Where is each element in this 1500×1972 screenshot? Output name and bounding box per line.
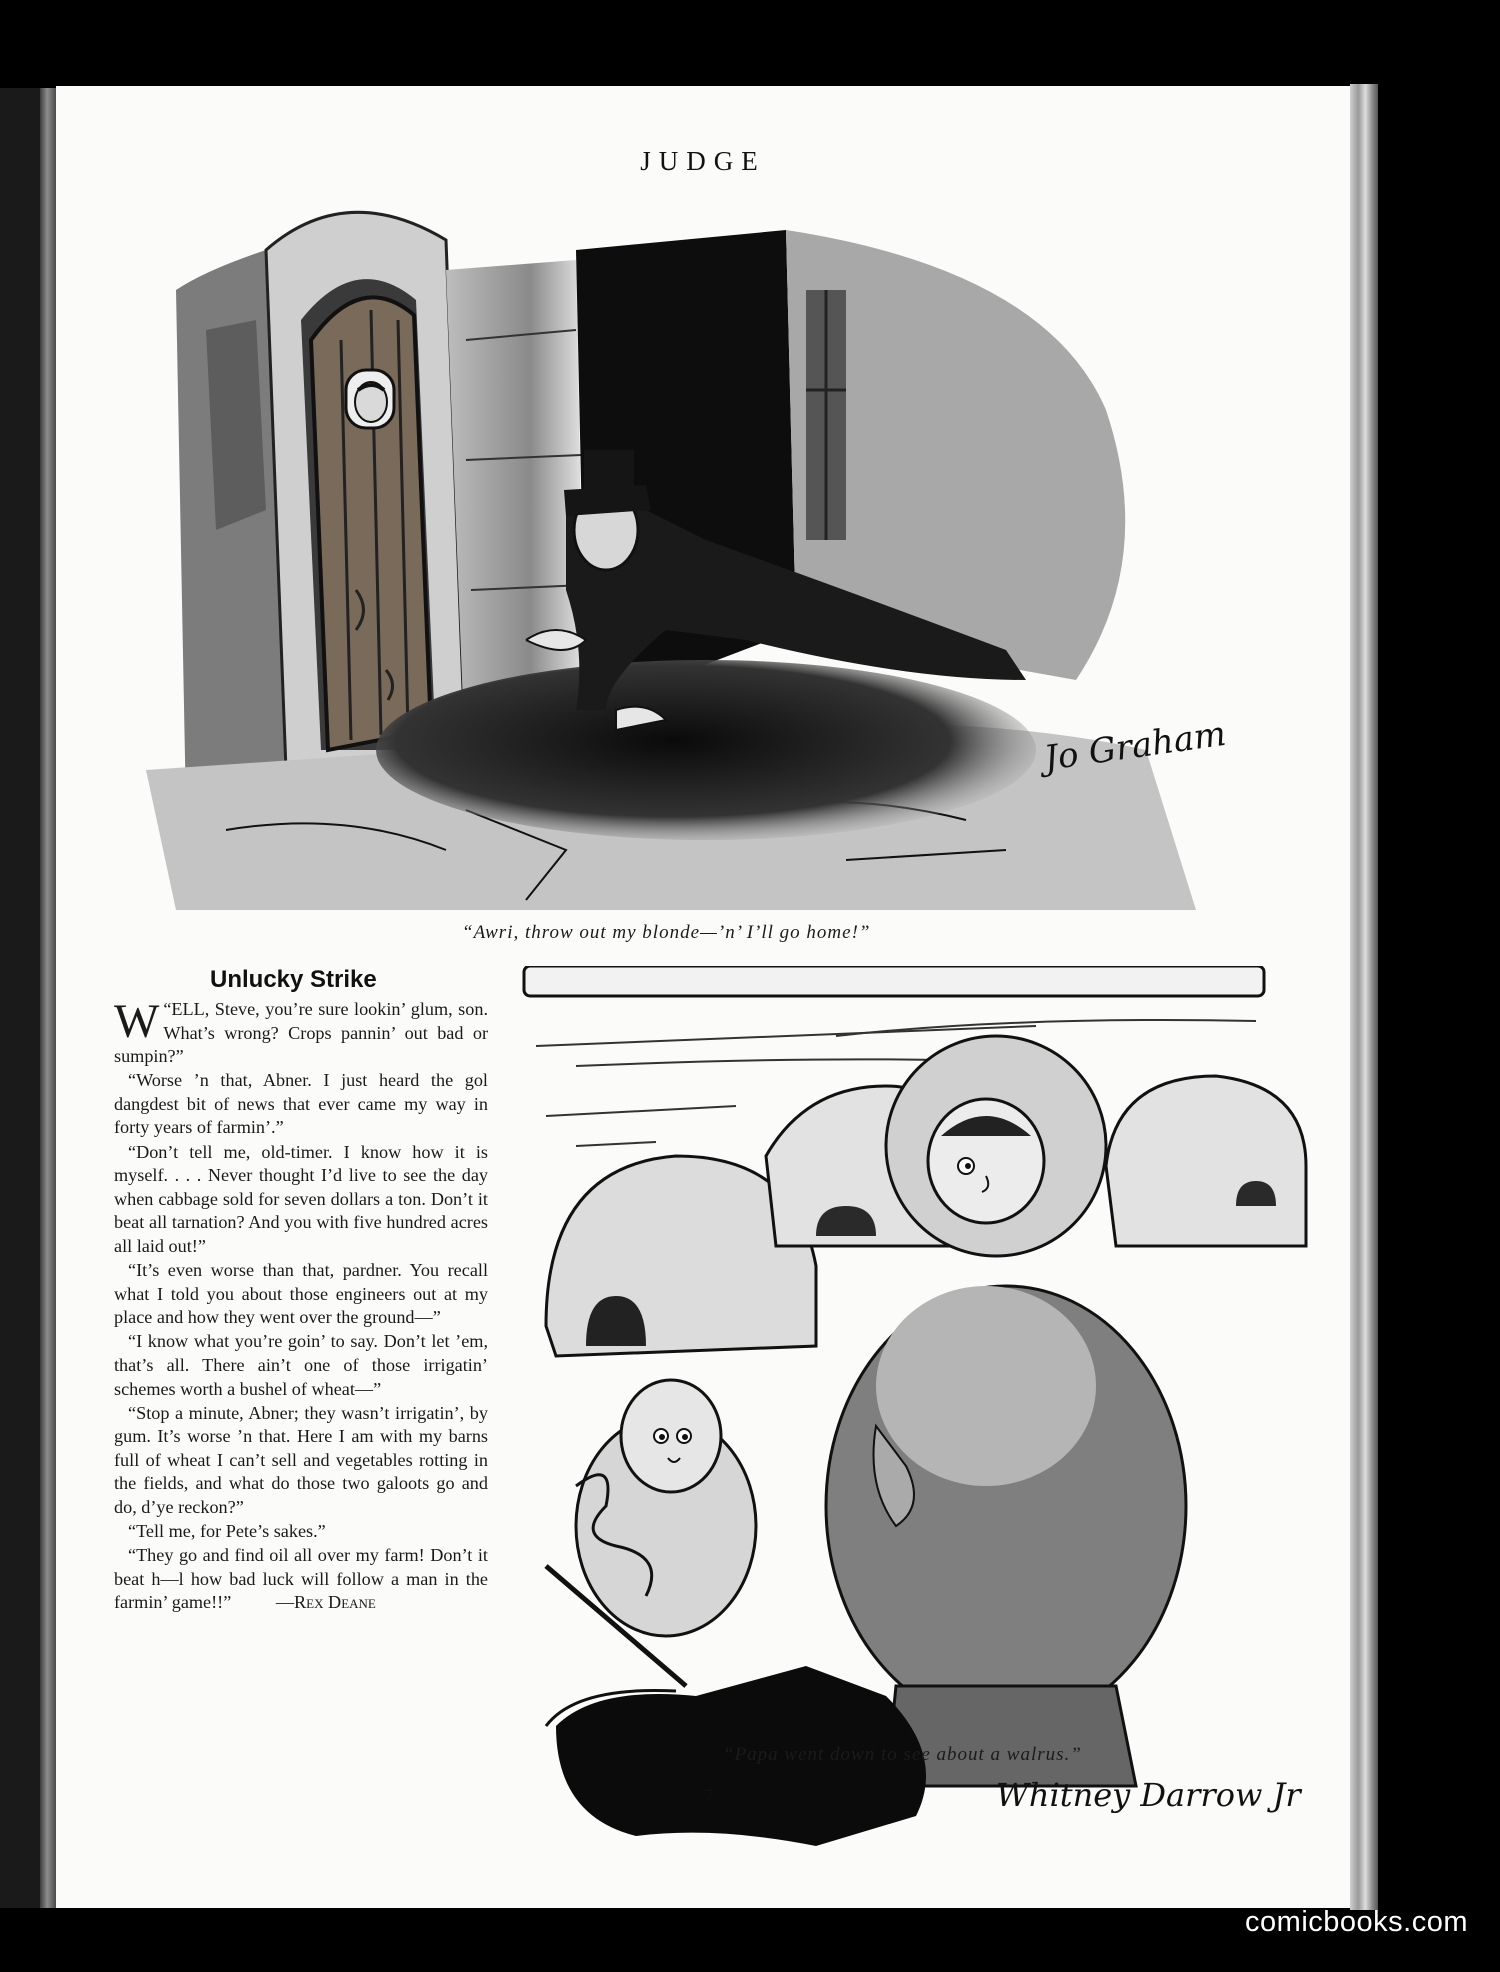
story-paragraph: “Don’t tell me, old-timer. I know how it is myself. . . . Never thought I’d live to see the day when cabbage sold for seven dollars a ton. Don’t it beat all tarnation? And you with five hundred acres all laid out!” — [114, 1141, 488, 1256]
drop-cap: W — [114, 995, 160, 1048]
story-paragraph: “Stop a minute, Abner; they wasn’t irrigatin’, by gum. It’s worse ’n that. Here I am with my barns full of wheat I can’t sell and vegetables rotting in the fields, and what do those two galoots go and do, d’ye reckon?” — [114, 1402, 488, 1517]
cartoon-caption: “Papa went down to see about a walrus.” — [723, 1744, 1082, 1765]
magazine-page — [56, 86, 1350, 1908]
story-paragraph: “I know what you’re goin’ to say. Don’t let ’em, that’s all. There ain’t one of those irrigatin’ schemes worth a bushel of wheat—” — [114, 1331, 488, 1399]
story-text — [114, 995, 488, 1615]
spine-edge — [40, 88, 56, 1908]
cartoon-eskimo-illustration — [516, 966, 1346, 1846]
cartoon-door-illustration — [146, 210, 1246, 990]
cartoon-caption: “Awri, throw out my blonde—’n’ I’ll go home!” — [462, 922, 871, 943]
story-paragraph: “They go and find oil all over my farm! Don’t it beat h—l how bad luck will follow a man in the farmin’ game!!” —Rex Deane — [114, 1545, 488, 1613]
story-paragraph: “ W ELL, Steve, you’re sure lookin’ glum, son. What’s wrong? Crops pannin’ out bad or sumpin?” — [114, 995, 488, 1067]
story-paragraph: “Tell me, for Pete’s sakes.” — [128, 1521, 326, 1542]
page-edge-stack — [1350, 84, 1378, 1910]
story-byline: —Rex Deane — [275, 1592, 376, 1613]
story-title: Unlucky Strike — [210, 966, 377, 993]
left-page-spine — [0, 88, 56, 1908]
svg-text:Whitney Darrow Jr: Whitney Darrow Jr — [996, 1776, 1301, 1814]
magazine-header: JUDGE — [640, 146, 766, 176]
story-paragraph: “Worse ’n that, Abner. I just heard the gol dangdest bit of news that ever came my way in forty years of farmin’.” — [114, 1070, 488, 1138]
svg-text:Jo Graham: Jo Graham — [1041, 713, 1229, 779]
story-paragraph: “It’s even worse than that, pardner. You recall what I told you about those engineers out at my place and how they went over the ground—” — [114, 1260, 488, 1328]
page-number: 7 — [704, 1786, 714, 1807]
watermark: comicbooks.com — [1245, 1906, 1468, 1938]
